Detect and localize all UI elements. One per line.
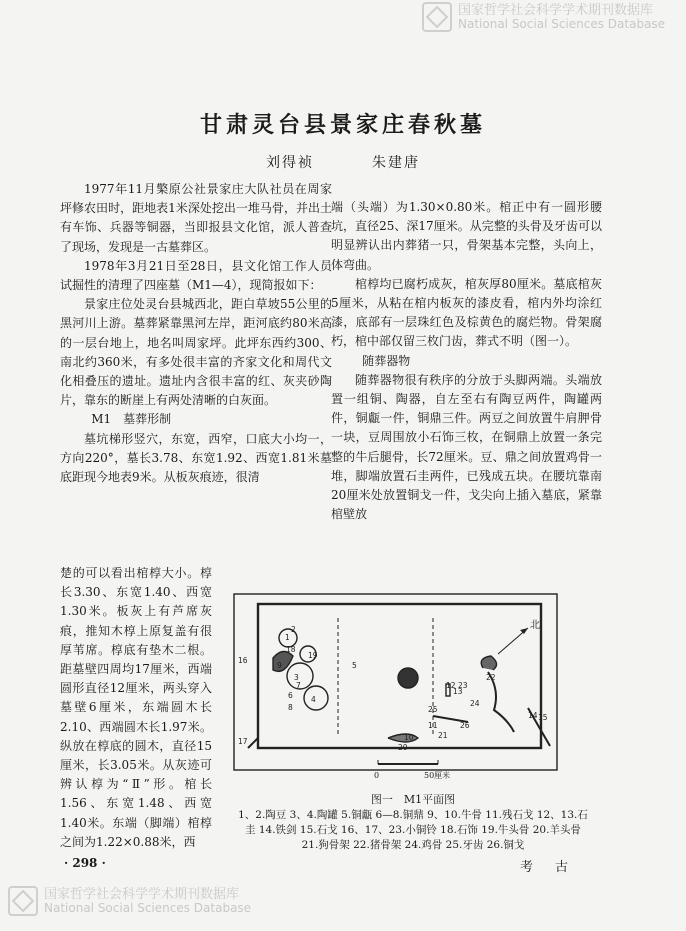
section-heading: M1 墓葬形制	[91, 412, 172, 427]
scale-zero: 0	[374, 771, 380, 780]
figure-item-label: 14	[528, 711, 538, 720]
figure-item-label: 24	[470, 699, 480, 708]
author-2: 朱建唐	[372, 155, 420, 171]
paragraph: 棺椁均已腐朽成灰，棺灰厚80厘米。墓底棺灰5厘米，从粘在棺内板灰的漆皮看，棺内外均涂红漆，底部有一层珠红色及棕黄色的腐烂物。骨架腐朽，棺中部仅留三枚门齿，葬式不明（图一）。	[331, 276, 602, 349]
figure-caption-line: 圭 14.铁剑 15.石戈 16、17、23.小铜铃 18.石饰 19.牛头骨 20.羊头骨	[245, 824, 581, 836]
waist-pit	[398, 668, 418, 688]
right-column	[331, 198, 602, 524]
authors	[0, 152, 686, 172]
paragraph: 墓坑梯形竖穴，东宽，西窄，口底大小均一，方向220°，墓长3.78、东宽1.92、西宽1.81米墓底距现今地表9米。从板灰痕迹，很清	[60, 431, 332, 485]
article-title: 甘肃灵台县景家庄春秋墓	[199, 112, 486, 138]
north-arrow	[498, 619, 540, 654]
figure-item-label: 11	[428, 721, 438, 730]
database-logo-icon	[8, 886, 38, 916]
watermark-cn: 国家哲学社会科学学术期刊数据库	[44, 886, 240, 902]
watermark-en: National Social Sciences Database	[458, 16, 666, 31]
figure-item-label: 10	[404, 733, 414, 742]
figure-item-label: 16	[238, 656, 248, 665]
figure-item-label: 6	[288, 691, 293, 700]
watermark-top	[422, 2, 665, 32]
watermark-bottom	[8, 886, 251, 916]
figure-item-label: 2	[291, 625, 296, 634]
figure-caption-line: 1、2.陶豆 3、4.陶罐 5.铜甗 6—8.铜鼎 9、10.牛骨 11.残石戈 12、13.石	[238, 809, 588, 821]
page-number: · 298 ·	[64, 856, 106, 870]
north-label: 北	[530, 620, 540, 631]
bronze-bell	[248, 738, 258, 748]
figure-item-label: 15	[538, 713, 548, 722]
paragraph: 随葬器物很有秩序的分放于头脚两端。头端放置一组铜、陶器，自左至右有陶豆两件，陶罐两件，铜甗一件，铜鼎三件。两豆之间放置牛肩胛骨一块，豆周围放小石饰三枚，在铜鼎上放置一条完整的牛后腿骨，长72厘米。豆、鼎之间放置鸡骨一堆，脚端放置石圭两件，已残成五块。在腰坑靠南20厘米处放置铜戈一件，戈尖向上插入墓底，紧靠棺壁放	[331, 372, 602, 522]
figure-item-label: 26	[460, 721, 470, 730]
database-logo-icon	[422, 2, 452, 32]
figure-item-label: 9	[277, 661, 282, 670]
figure-item-label: 19	[308, 651, 318, 660]
figure-item-label: 13	[453, 687, 463, 696]
watermark-cn: 国家哲学社会科学学术期刊数据库	[458, 2, 654, 18]
tomb-pit-outline	[234, 594, 557, 770]
figure-caption-line: 21.狗骨架 22.猪骨架 24.鸡骨 25.牙齿 26.铜戈	[301, 839, 525, 851]
tomb-plan-figure	[228, 588, 598, 788]
figure-item-label: 22	[486, 673, 496, 682]
figure-item-label: 3	[294, 673, 299, 682]
author-1: 刘得祯	[266, 155, 314, 171]
figure-caption	[228, 792, 598, 853]
paragraph: 景家庄位处灵台县城西北，距白草坡55公里的黑河川上游。墓葬紧靠黑河左岸，距河底约80米高的一层台地上，地名叫周家坪。此坪东西约300、南北约360米，有多处很丰富的齐家文化和周代文化相叠压的遗址。遗址内含很丰富的红、灰夹砂陶片，靠东的断崖上有两处清晰的白灰面。	[60, 297, 332, 408]
figure-item-label: 17	[238, 737, 248, 746]
paragraph: 端（头端）为1.30×0.80米。棺正中有一圆形腰坑，直径25、深17厘米。从完整的头骨及牙齿可以明显辨认出内葬猪一只，骨架基本完整，头向上，体弯曲。	[331, 200, 602, 272]
section-heading: 随葬器物	[362, 353, 411, 368]
watermark-en: National Social Sciences Database	[44, 900, 252, 915]
paragraph: 1978年3月21日至28日，县文化馆工作人员试掘性的清理了四座墓（M1—4），现简报如下：	[60, 258, 332, 293]
figure-item-label: 21	[438, 731, 448, 740]
animal-skeleton	[481, 656, 496, 670]
paragraph: 1977年11月檠原公社景家庄大队社员在周家坪修农田时，距地表1米深处挖出一堆马骨，并出土有车饰、兵器等铜器，当即报县文化馆，派人普查了现场，发现是一古墓葬区。	[60, 182, 332, 254]
figure-item-label: 20	[398, 743, 408, 752]
figure-item-label: 12	[446, 681, 456, 690]
figure-item-label: 1	[285, 633, 290, 642]
figure-item-label: 5	[352, 661, 357, 670]
left-column	[60, 180, 332, 487]
paragraph: 楚的可以看出棺椁大小。椁长3.30、东宽1.40、西宽1.30米。板灰上有芦席灰痕，推知木椁上原复盖有很厚苇席。椁底有垫木二根。距墓壁四周均17厘米，西端圆形直径12厘米，两头穿入墓壁6厘米，东端圆木长2.10、西端圆木长1.97米。纵放在椁底的圆木，直径15厘米，长3.05米。从灰迹可辨认椁为“Ⅱ”形。棺长1.56、东宽1.48、西宽1.40米。东端（脚端）棺椁之间为1.22×0.88米，西	[60, 566, 212, 849]
figure-caption-title: 图一 M1平面图	[370, 793, 456, 806]
scale-label: 50厘米	[424, 771, 451, 780]
vessel	[304, 686, 328, 710]
figure-item-label: 23	[458, 681, 468, 690]
figure-item-label: 18	[286, 645, 296, 654]
figure-item-label: 8	[288, 703, 293, 712]
narrow-column	[60, 564, 212, 852]
journal-name: 考古	[520, 860, 591, 875]
figure-item-label: 4	[311, 695, 316, 704]
figure-item-label: 25	[428, 705, 438, 714]
figure-item-label: 7	[296, 681, 301, 690]
